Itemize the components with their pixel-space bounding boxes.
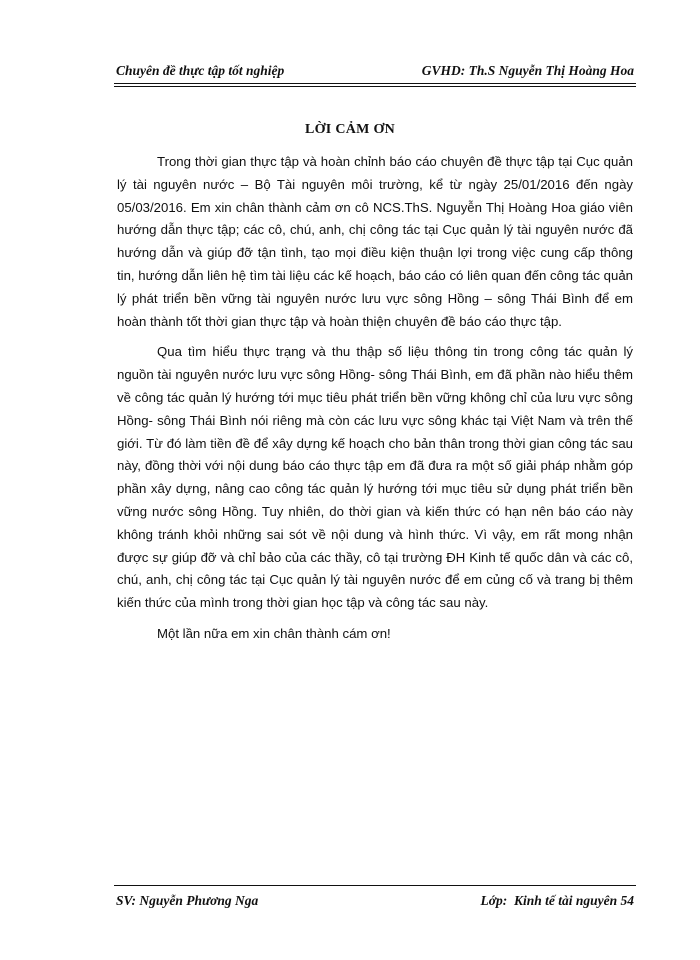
paragraph-1: Trong thời gian thực tập và hoàn chỉnh báo cáo chuyên đề thực tập tại Cục quản lý tài nguyên nước – Bộ Tài nguyên môi trường, kể từ ngày 25/01/2016 đến ngày 05/03/2016. Em xin chân thành cảm ơn cô NCS.ThS. Nguyễn Thị Hoàng Hoa giáo viên hướng dẫn thực tập; các cô, chú, anh, chị công tác tại Cục quản lý tài nguyên nước đã hướng dẫn và giúp đỡ tận tình, tạo mọi điều kiện thuận lợi trong việc cung cấp thông tin, hướng dẫn liên hệ tìm tài liệu các kế hoạch, báo cáo có liên quan đến công tác quản lý phát triển bền vững tài nguyên nước lưu vực sông Hồng – sông Thái Bình để em hoàn thành tốt thời gian thực tập và hoàn thiện chuyên đề báo cáo thực tập.	[117, 154, 633, 329]
footer-divider	[114, 885, 636, 886]
header-supervisor: GVHD: Th.S Nguyễn Thị Hoàng Hoa	[421, 63, 634, 78]
page-header	[116, 63, 634, 79]
footer-student: SV: Nguyễn Phương Nga	[116, 893, 259, 908]
header-divider-thin	[114, 86, 636, 87]
header-divider	[114, 83, 636, 84]
footer-class: Lớp: Kinh tế tài nguyên 54	[480, 893, 634, 908]
paragraph-3: Một lần nữa em xin chân thành cám ơn!	[157, 625, 391, 641]
page-footer	[116, 893, 634, 909]
header-document-type: Chuyên đề thực tập tốt nghiệp	[116, 63, 285, 78]
acknowledgement-body	[117, 151, 633, 654]
paragraph-2: Qua tìm hiểu thực trạng và thu thập số liệu thông tin trong công tác quản lý nguồn tài nguyên nước lưu vực sông Hồng- sông Thái Bình, em đã phần nào hiểu thêm về công tác quản lý hướng tới mục tiêu phát triển bền vững không chỉ của lưu vực sông Hồng- sông Thái Bình nói riêng mà còn các lưu vực sông khác tại Việt Nam và trên thế giới. Từ đó làm tiền đề để xây dựng kế hoạch cho bản thân trong thời gian công tác sau này, đồng thời với nội dung báo cáo thực tập em đã đưa ra một số giải pháp nhằm góp phần xây dựng, nâng cao công tác quản lý hướng tới mục tiêu sử dụng phát triển bền vững nước sông Hồng. Tuy nhiên, do thời gian và kiến thức có hạn nên báo cáo này không tránh khỏi những sai sót về nội dung và hình thức. Vì vậy, em rất mong nhận được sự giúp đỡ và chỉ bảo của các thầy, cô tại trường ĐH Kinh tế quốc dân và các cô, chú, anh, chị công tác tại Cục quản lý tài nguyên nước để em củng cố và trang bị thêm kiến thức của mình trong thời gian học tập và công tác sau này.	[117, 344, 633, 611]
page-title: LỜI CẢM ƠN	[304, 122, 396, 137]
